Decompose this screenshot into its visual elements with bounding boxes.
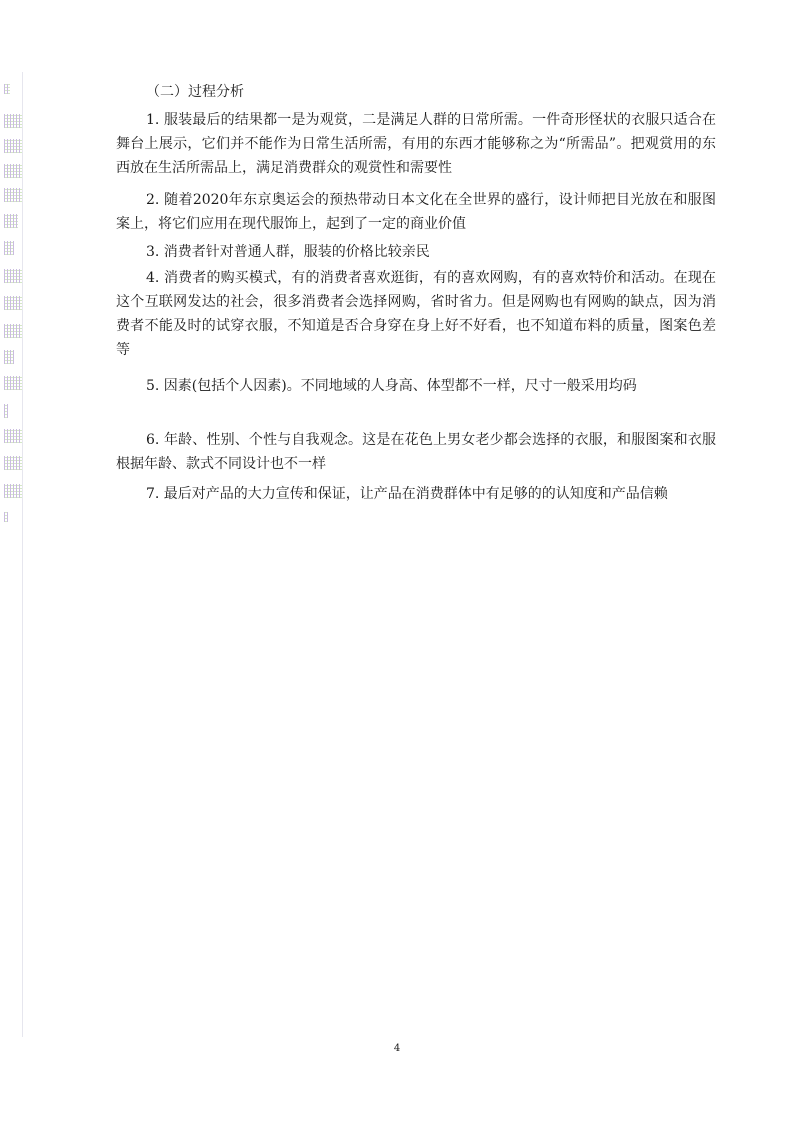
page-number: 4 [393, 1043, 401, 1054]
margin-scan-marks [2, 84, 24, 534]
paragraph-5: 5. 因素(包括个人因素)。不同地域的人身高、体型都不一样，尺寸一般采用均码 [146, 378, 637, 394]
paragraph-2: 2. 随着2020年东京奥运会的预热带动日本文化在全世界的盛行，设计师把目光放在和服图案上，将它们应用在现代服饰上，起到了一定的商业价值 [116, 192, 716, 232]
paragraph-7: 7. 最后对产品的大力宣传和保证，让产品在消费群体中有足够的的认知度和产品信赖 [146, 486, 668, 502]
paragraph-4: 4. 消费者的购买模式，有的消费者喜欢逛街，有的喜欢网购，有的喜欢特价和活动。在现在这个互联网发达的社会，很多消费者会选择网购，省时省力。但是网购也有网购的缺点，因为消费者不能及时的试穿衣服，不知道是否合身穿在身上好不好看，也不知道布料的质量，图案色差等 [116, 270, 716, 358]
paragraph-1: 1. 服装最后的结果都一是为观赏，二是满足人群的日常所需。一件奇形怪状的衣服只适合在舞台上展示，它们并不能作为日常生活所需，有用的东西才能够称之为“所需品”。把观赏用的东西放在生活所需品上，满足消费群众的观赏性和需要性 [116, 112, 716, 176]
paragraph-6: 6. 年龄、性别、个性与自我观念。这是在花色上男女老少都会选择的衣服，和服图案和衣服根据年龄、款式不同设计也不一样 [116, 432, 716, 472]
paragraph-3: 3. 消费者针对普通人群，服装的价格比较亲民 [146, 244, 430, 260]
section-heading: （二）过程分析 [146, 84, 244, 100]
